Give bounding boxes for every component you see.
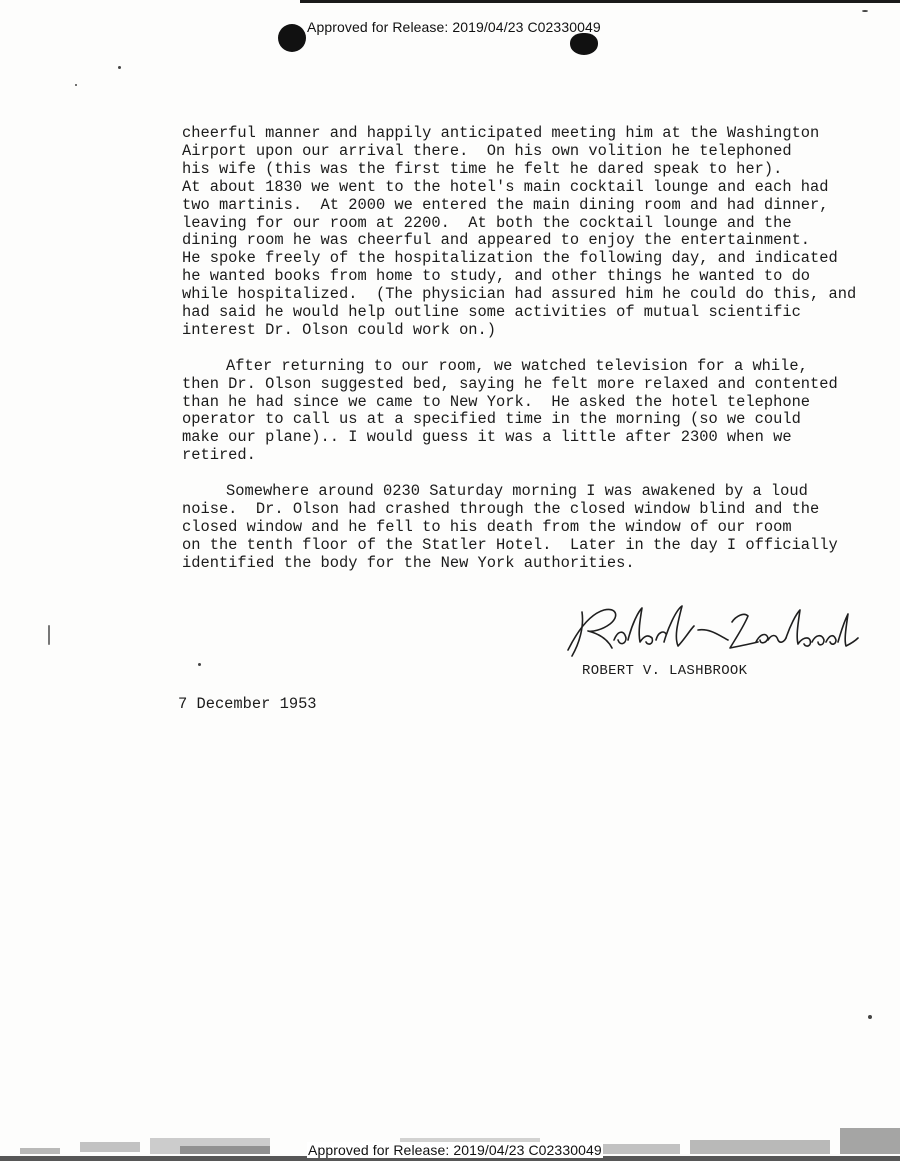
scan-speck xyxy=(862,10,868,12)
letter-body xyxy=(182,125,862,573)
top-edge-rule xyxy=(300,0,900,3)
text-line: After returning to our room, we watched television for a while, xyxy=(226,356,808,375)
paragraph-1 xyxy=(182,125,862,340)
text-line: Airport upon our arrival there. On his own volition he telephoned xyxy=(182,141,792,160)
text-line: identified the body for the New York authorities. xyxy=(182,553,635,572)
text-line: He spoke freely of the hospitalization the following day, and indicated xyxy=(182,249,838,268)
text-line: closed window and he fell to his death from the window of our room xyxy=(182,517,792,536)
text-line: dining room he was cheerful and appeared to enjoy the entertainment. xyxy=(182,231,811,250)
paragraph-2 xyxy=(182,358,862,465)
scan-speck xyxy=(48,625,50,645)
scan-speck xyxy=(198,663,201,666)
paragraph-3 xyxy=(182,483,862,573)
text-line: make our plane).. I would guess it was a little after 2300 when we xyxy=(182,428,792,447)
text-line: Somewhere around 0230 Saturday morning I was awakened by a loud xyxy=(226,482,808,501)
release-stamp-bottom: Approved for Release: 2019/04/23 C02330049 xyxy=(308,1142,602,1158)
text-line: cheerful manner and happily anticipated meeting him at the Washington xyxy=(182,124,820,142)
scan-speck xyxy=(868,1015,872,1019)
text-line: operator to call us at a specified time in the morning (so we could xyxy=(182,410,801,429)
scan-speck xyxy=(75,84,77,86)
scan-speck xyxy=(118,66,121,69)
signer-name: ROBERT V. LASHBROOK xyxy=(582,663,748,679)
text-line: noise. Dr. Olson had crashed through the closed window blind and the xyxy=(182,500,820,518)
punch-hole-right xyxy=(570,33,598,55)
text-line: he wanted books from home to study, and other things he wanted to do xyxy=(182,267,811,286)
text-line: At about 1830 we went to the hotel's main cocktail lounge and each had xyxy=(182,177,829,196)
handwritten-signature xyxy=(560,600,860,666)
text-line: had said he would help outline some activities of mutual scientific xyxy=(182,303,801,322)
text-line: interest Dr. Olson could work on.) xyxy=(182,320,497,339)
text-line: two martinis. At 2000 we entered the main dining room and had dinner, xyxy=(182,195,829,214)
text-line: on the tenth floor of the Statler Hotel. Later in the day I officially xyxy=(182,535,838,554)
text-line: while hospitalized. (The physician had assured him he could do this, and xyxy=(182,285,857,304)
text-line: retired. xyxy=(182,446,256,465)
text-line: his wife (this was the first time he felt he dared speak to her). xyxy=(182,159,783,178)
release-stamp-top: Approved for Release: 2019/04/23 C02330049 xyxy=(307,19,601,35)
punch-hole-left xyxy=(278,24,306,52)
letter-date: 7 December 1953 xyxy=(178,695,317,713)
text-line: then Dr. Olson suggested bed, saying he felt more relaxed and contented xyxy=(182,374,838,393)
text-line: than he had since we came to New York. He asked the hotel telephone xyxy=(182,392,811,411)
text-line: leaving for our room at 2200. At both the cocktail lounge and the xyxy=(182,213,792,232)
